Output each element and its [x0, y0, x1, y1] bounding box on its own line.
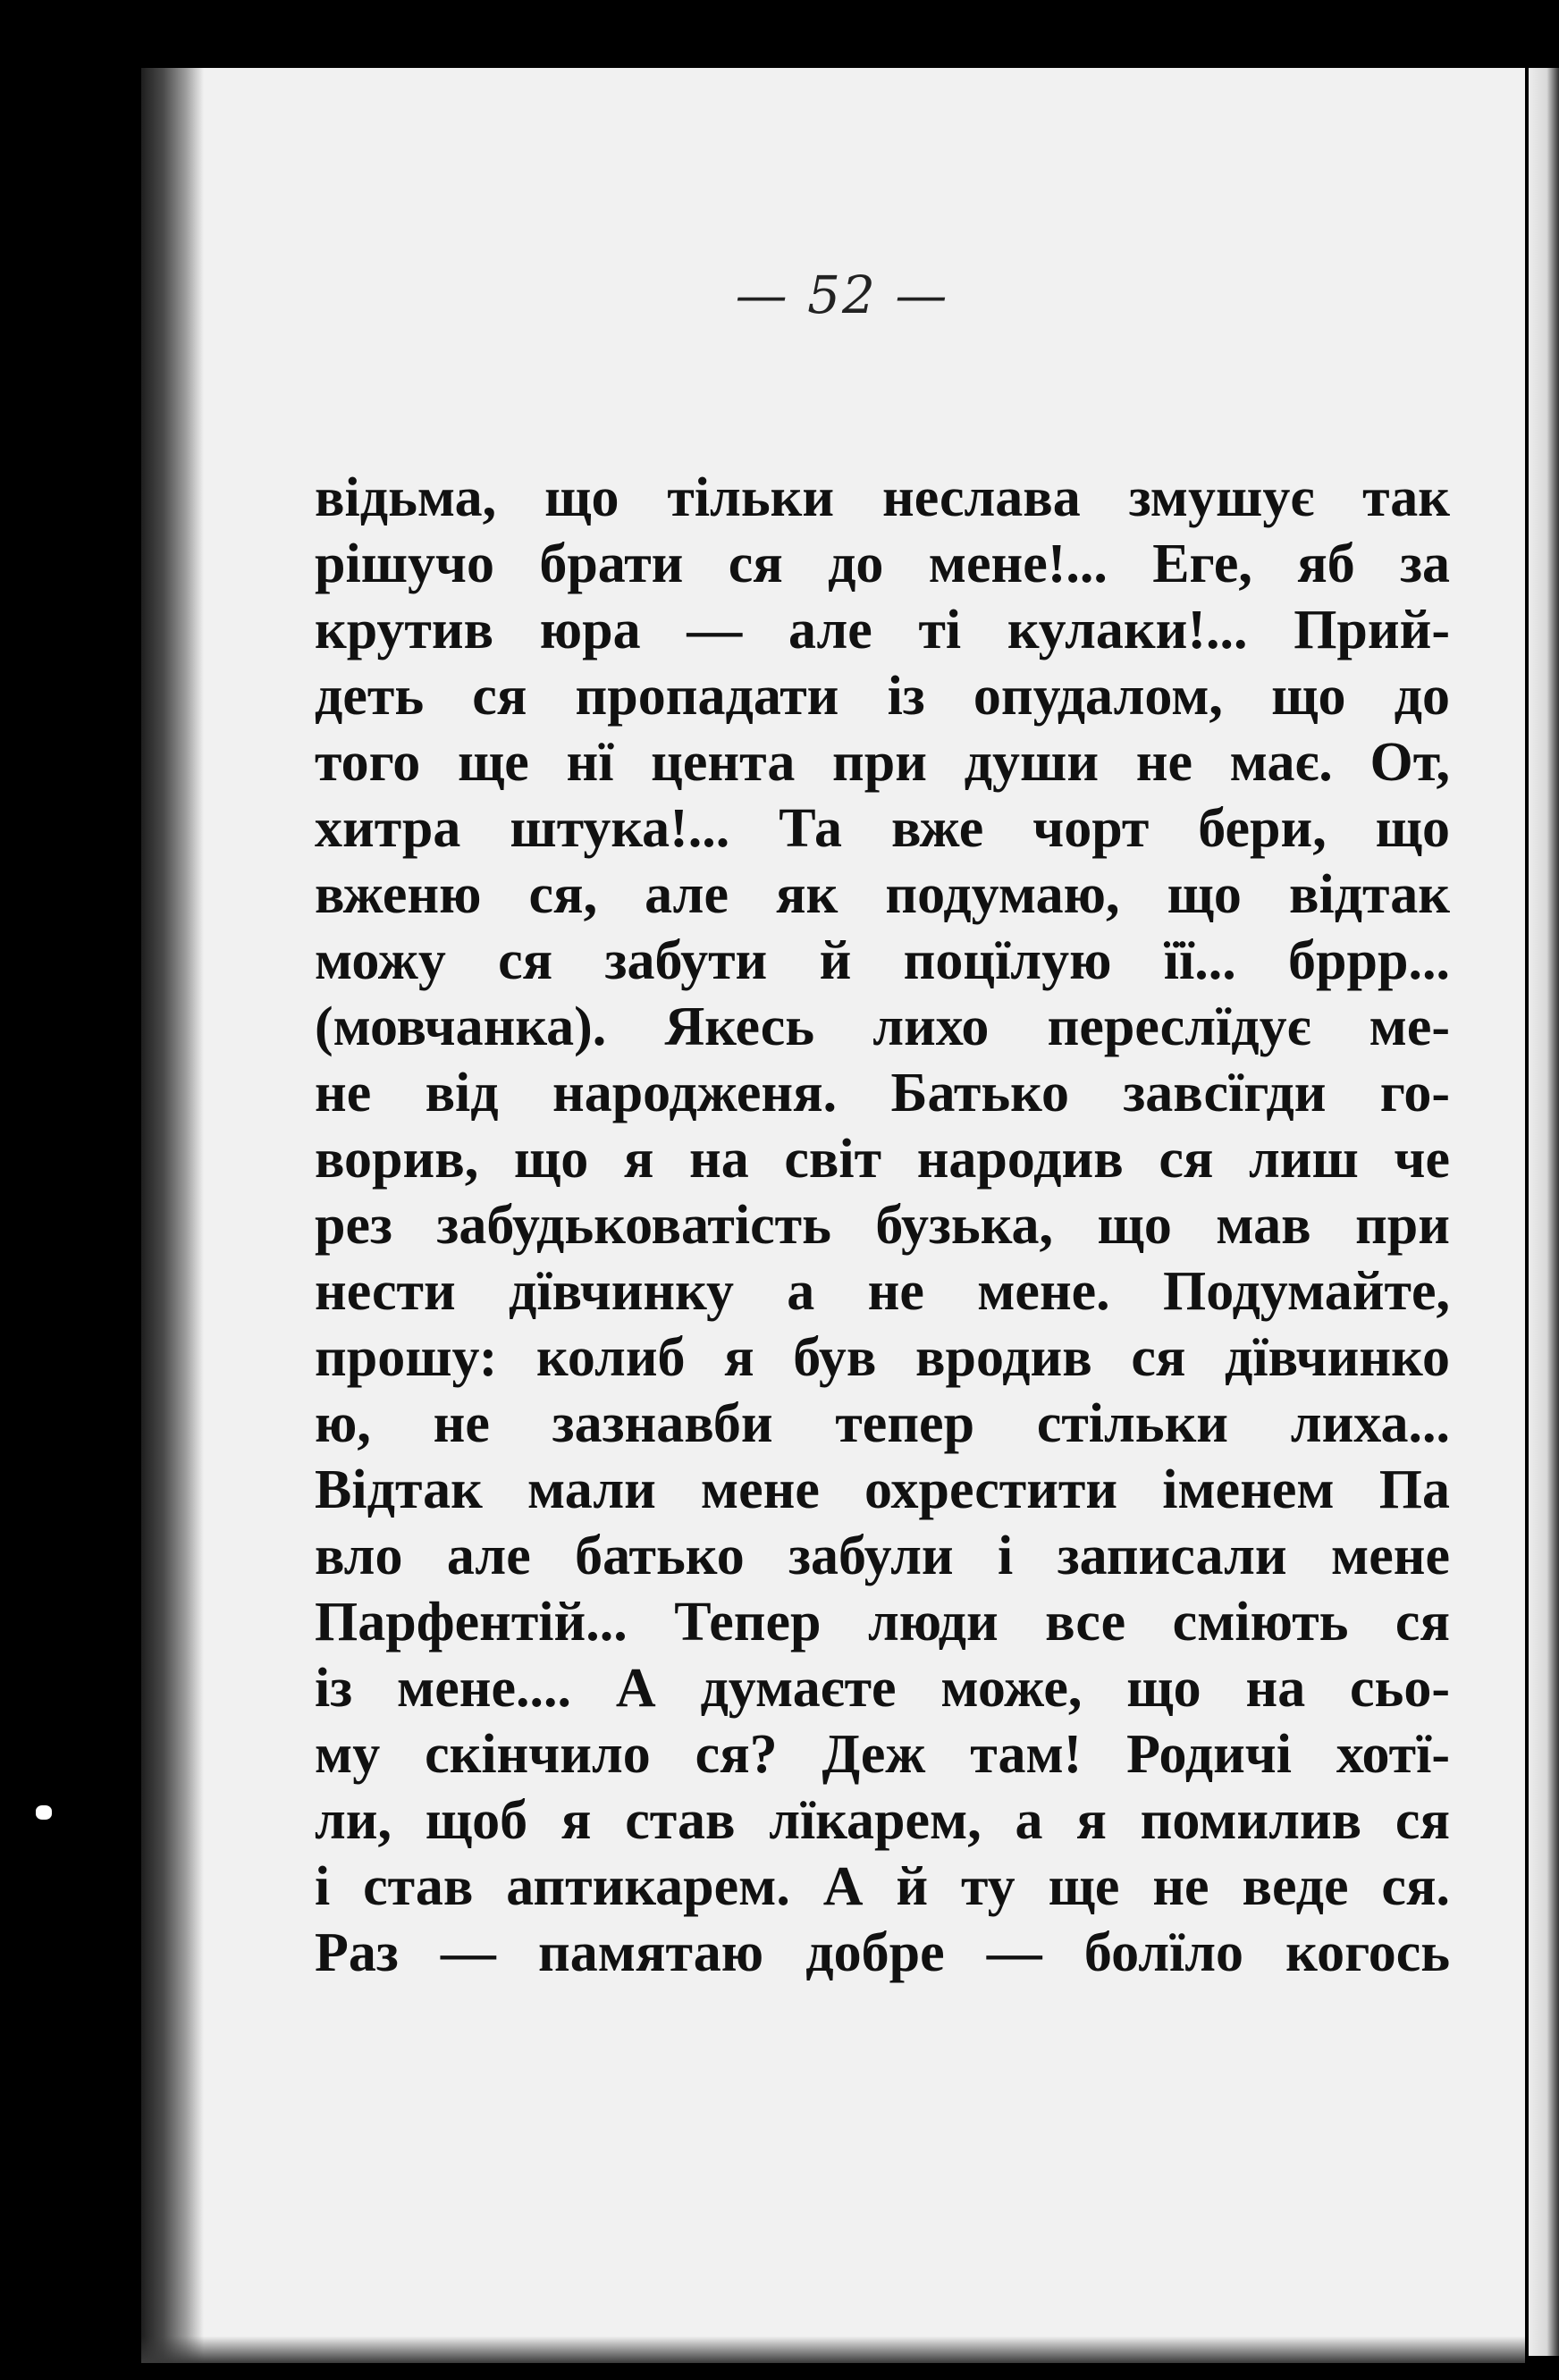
page-binding-shadow [141, 68, 204, 2363]
text-line: Парфентій... Тепер люди все сміють ся [315, 1592, 1450, 1653]
text-line: хитра штука!... Та вже чорт бери, що [315, 798, 1450, 859]
text-line: можу ся забути й поцїлую її... бррр... [315, 930, 1450, 991]
text-line: (мовчанка). Якесь лихо переслїдує ме- [315, 997, 1450, 1057]
text-line: крутив юра — але ті кулаки!... Прий- [315, 600, 1450, 660]
page-bottom-shadow [141, 2336, 1525, 2363]
text-line: Раз — памятаю добре — болїло когось [315, 1922, 1450, 1983]
body-text [315, 465, 1450, 1986]
text-line: вженю ся, але як подумаю, що відтак [315, 864, 1450, 925]
text-line: нести дївчинку а не мене. Подумайте, [315, 1261, 1450, 1322]
text-line: ворив, що я на світ народив ся лиш че [315, 1129, 1450, 1190]
next-page-edge [1529, 68, 1559, 2356]
text-line: не від народженя. Батько завсїгди го- [315, 1063, 1450, 1123]
text-line: Відтак мали мене охрестити іменем Па [315, 1459, 1450, 1520]
text-line: рез забудьковатість бузька, що мав при [315, 1195, 1450, 1256]
scan-speck [36, 1805, 52, 1820]
text-line: ли, щоб я став лїкарем, а я помилив ся [315, 1790, 1450, 1851]
text-line: прошу: колиб я був вродив ся дївчинко [315, 1327, 1450, 1388]
text-line: рішучо брати ся до мене!... Еге, яб за [315, 534, 1450, 594]
text-line: ю, не зазнавби тепер стільки лиха... [315, 1393, 1450, 1454]
text-line: деть ся пропадати із опудалом, що до [315, 666, 1450, 727]
text-line: вло але батько забули і записали мене [315, 1526, 1450, 1586]
text-line: му скінчило ся? Деж там! Родичі хотї- [315, 1724, 1450, 1785]
page-number: — 52 — [735, 265, 949, 325]
text-line: із мене.... А думаєте може, що на сьо- [315, 1658, 1450, 1719]
text-line: і став аптикарем. А й ту ще не веде ся. [315, 1856, 1450, 1917]
text-line: того ще нї цента при души не має. От, [315, 732, 1450, 793]
text-line: відьма, що тільки неслава змушує так [315, 467, 1450, 528]
